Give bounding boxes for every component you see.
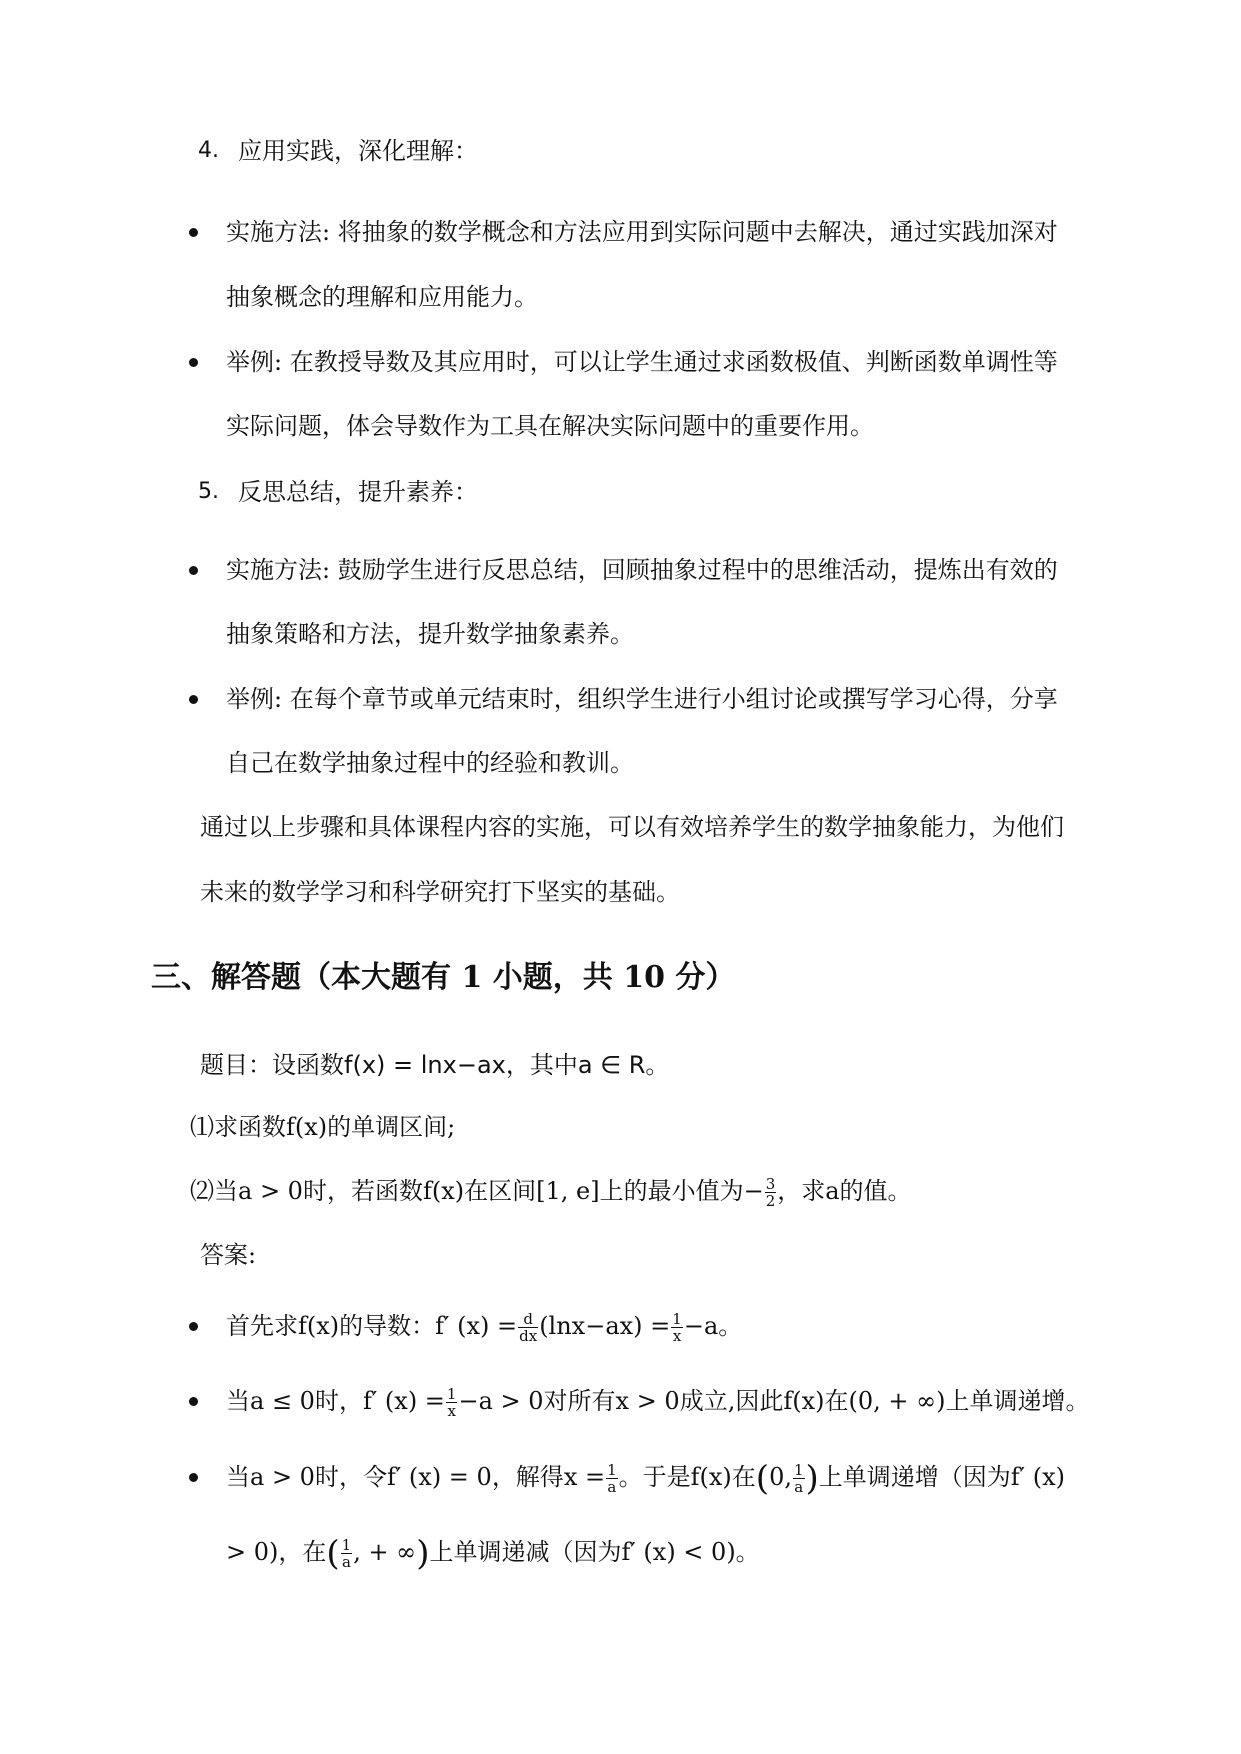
answer-2-fraction-denominator: x: [447, 1402, 456, 1420]
question-2-mid-3: 上的最小值为: [599, 1177, 744, 1205]
section-4-bullet-2-line-2: 实际问题，体会导数作为工具在解决实际问题中的重要作用。: [226, 412, 874, 440]
answer-2-fraction: [446, 1386, 458, 1419]
answer-3-mid-5: 上单调递增（因为: [818, 1463, 1011, 1491]
answer-3-line-2-mid-2: 上单调递减（因为: [429, 1538, 622, 1566]
question-2-function: f(x): [422, 1177, 465, 1205]
bullet-icon: [189, 695, 198, 704]
question-2-fraction: [765, 1176, 777, 1209]
answer-3-interval-fraction: [793, 1462, 805, 1495]
answer-3-interval-numerator: 1: [793, 1461, 804, 1479]
question-1-suffix: 的单调区间;: [327, 1113, 456, 1141]
answer-3-interval-open: (: [755, 1458, 770, 1499]
question-2-prefix: ⑵当: [190, 1177, 238, 1205]
answer-label: 答案:: [200, 1241, 257, 1269]
answer-2-lhs: f′ (x) =: [362, 1387, 445, 1415]
answer-3-interval-2-numerator: 1: [341, 1536, 352, 1554]
section-5-title: 反思总结，提升素养：: [238, 478, 478, 506]
answer-3-interval-2-fraction: [341, 1537, 353, 1570]
question-1-prefix: ⑴求函数: [190, 1113, 286, 1141]
answer-2-prefix: 当: [226, 1387, 250, 1415]
bullet-icon: [189, 1473, 198, 1482]
question-1: [190, 1110, 455, 1144]
problem-stem-formula: f(x) = lnx−ax: [344, 1051, 506, 1079]
answer-1-d-numerator: d: [518, 1311, 538, 1328]
answer-3-mid-2: ，解得: [491, 1463, 564, 1491]
section-5-bullet-1-line-2: 抽象策略和方法，提升数学抽象素养。: [226, 620, 634, 648]
section-5-bullet-2-line-1: 举例: 在每个章节或单元结束时，组织学生进行小组讨论或撰写学习心得，分享: [226, 685, 1058, 713]
question-2-minus: −: [743, 1177, 764, 1205]
answer-3-interval-2-rest: , + ∞: [353, 1538, 417, 1566]
answer-1-fraction-numerator: 1: [672, 1310, 682, 1328]
conclusion-line-1: 通过以上步骤和具体课程内容的实施，可以有效培养学生的数学抽象能力，为他们: [200, 813, 1064, 841]
answer-2-interval: (0, + ∞): [848, 1387, 946, 1415]
answer-2-tail: −a > 0: [458, 1387, 544, 1415]
answer-3-mid-4: 在: [731, 1463, 756, 1491]
answer-3-interval-2-close: ): [416, 1533, 430, 1574]
answer-3-mid-1: 时，令: [314, 1463, 387, 1491]
answer-3-line-2-gt: > 0): [226, 1538, 279, 1566]
answer-3-mid-3: 。于是: [618, 1463, 691, 1491]
answer-3-prefix: 当: [226, 1463, 250, 1491]
answer-3-fraction-numerator: 1: [607, 1461, 617, 1479]
answer-3-interval-start: 0,: [769, 1463, 792, 1491]
answer-2-x: x > 0: [615, 1387, 680, 1415]
section-4-bullet-2-line-1: 举例: 在教授导数及其应用时，可以让学生通过求函数极值、判断函数单调性等: [226, 348, 1058, 376]
answer-2-end: 上单调递增。: [945, 1387, 1090, 1415]
answer-1-fraction-denominator: x: [672, 1327, 682, 1345]
answer-1-mid: 的导数：: [339, 1312, 436, 1340]
section-4-bullet-1-line-1: 实施方法: 将抽象的数学概念和方法应用到实际问题中去解决，通过实践加深对: [226, 218, 1058, 246]
answer-3-equation: f′ (x) = 0: [386, 1463, 492, 1491]
section-5-number: 5.: [198, 479, 219, 504]
section-5-bullet-2-line-2: 自己在数学抽象过程中的经验和教训。: [226, 749, 634, 777]
answer-3-line-2-end: )。: [726, 1538, 760, 1566]
answer-3-interval-denominator: a: [794, 1478, 804, 1496]
answer-3-condition: a > 0: [250, 1463, 315, 1491]
question-2-numerator: 3: [765, 1175, 776, 1193]
answer-1-fraction: [671, 1311, 683, 1344]
bullet-icon: [189, 1397, 198, 1406]
question-2-end: ，求a的值。: [777, 1177, 912, 1205]
answer-1-function: f(x): [298, 1312, 340, 1340]
answer-3-interval-2-denominator: a: [341, 1553, 351, 1571]
question-2-mid-1: 时，若函数: [302, 1177, 423, 1205]
section-4-title: 应用实践，深化理解：: [238, 137, 478, 165]
problem-stem-condition: a ∈ R: [577, 1051, 646, 1079]
section-4-bullet-1-line-2: 抽象概念的理解和应用能力。: [226, 283, 538, 311]
answer-step-3-line-2: [226, 1533, 760, 1574]
answer-3-interval-close: ): [805, 1458, 819, 1499]
problem-stem-end: 。: [645, 1051, 670, 1079]
question-1-function: f(x): [286, 1113, 328, 1141]
problem-stem-mid: ，其中: [505, 1051, 578, 1079]
bullet-icon: [189, 1322, 198, 1331]
problem-stem-prefix: 题目：设函数: [200, 1051, 344, 1079]
answer-3-x: x =: [563, 1463, 606, 1491]
question-2: [190, 1174, 912, 1209]
section-4-number: 4.: [198, 138, 219, 163]
question-2-interval: [1, e]: [536, 1177, 600, 1205]
answer-2-mid-1: 时，: [314, 1387, 363, 1415]
answer-step-3-line-1: [226, 1458, 1066, 1499]
question-2-condition: a > 0: [238, 1177, 303, 1205]
answer-2-mid-3: 成立,因此: [679, 1387, 784, 1415]
answer-3-line-2-derivative: f′ (x) < 0: [621, 1538, 727, 1566]
answer-1-prefix: 首先求: [226, 1312, 298, 1340]
bullet-icon: [189, 358, 198, 367]
answer-2-mid-4: 在: [824, 1387, 849, 1415]
problem-stem: [200, 1048, 669, 1082]
question-2-mid-2: 在区间: [464, 1177, 537, 1205]
answer-1-lhs: f′ (x) =: [435, 1312, 518, 1340]
answer-3-fraction: [606, 1462, 618, 1495]
answer-3-function: f(x): [690, 1463, 732, 1491]
answer-2-function: f(x): [783, 1387, 825, 1415]
answer-3-fraction-denominator: a: [607, 1478, 617, 1496]
section-3-heading: 三、解答题（本大题有 1 小题，共 10 分）: [151, 960, 736, 995]
answer-3-line-2-mid: ，在: [278, 1538, 327, 1566]
question-2-denominator: 2: [765, 1192, 776, 1210]
conclusion-line-2: 未来的数学学习和科学研究打下坚实的基础。: [200, 878, 680, 906]
bullet-icon: [189, 228, 198, 237]
answer-step-2: [226, 1384, 1089, 1419]
answer-1-tail: −a。: [683, 1312, 743, 1340]
answer-step-1: [226, 1309, 742, 1344]
answer-1-expression: (lnx−ax) =: [539, 1312, 671, 1340]
answer-2-mid-2: 对所有: [543, 1387, 616, 1415]
answer-2-condition: a ≤ 0: [250, 1387, 315, 1415]
bullet-icon: [189, 566, 198, 575]
answer-3-derivative: f′ (x): [1010, 1463, 1066, 1491]
section-5-bullet-1-line-1: 实施方法: 鼓励学生进行反思总结，回顾抽象过程中的思维活动，提炼出有效的: [226, 556, 1058, 584]
answer-2-fraction-numerator: 1: [446, 1385, 457, 1403]
answer-1-derivative-operator: [518, 1311, 538, 1344]
answer-3-interval-2-open: (: [326, 1533, 340, 1574]
answer-1-d-denominator: dx: [519, 1327, 538, 1345]
